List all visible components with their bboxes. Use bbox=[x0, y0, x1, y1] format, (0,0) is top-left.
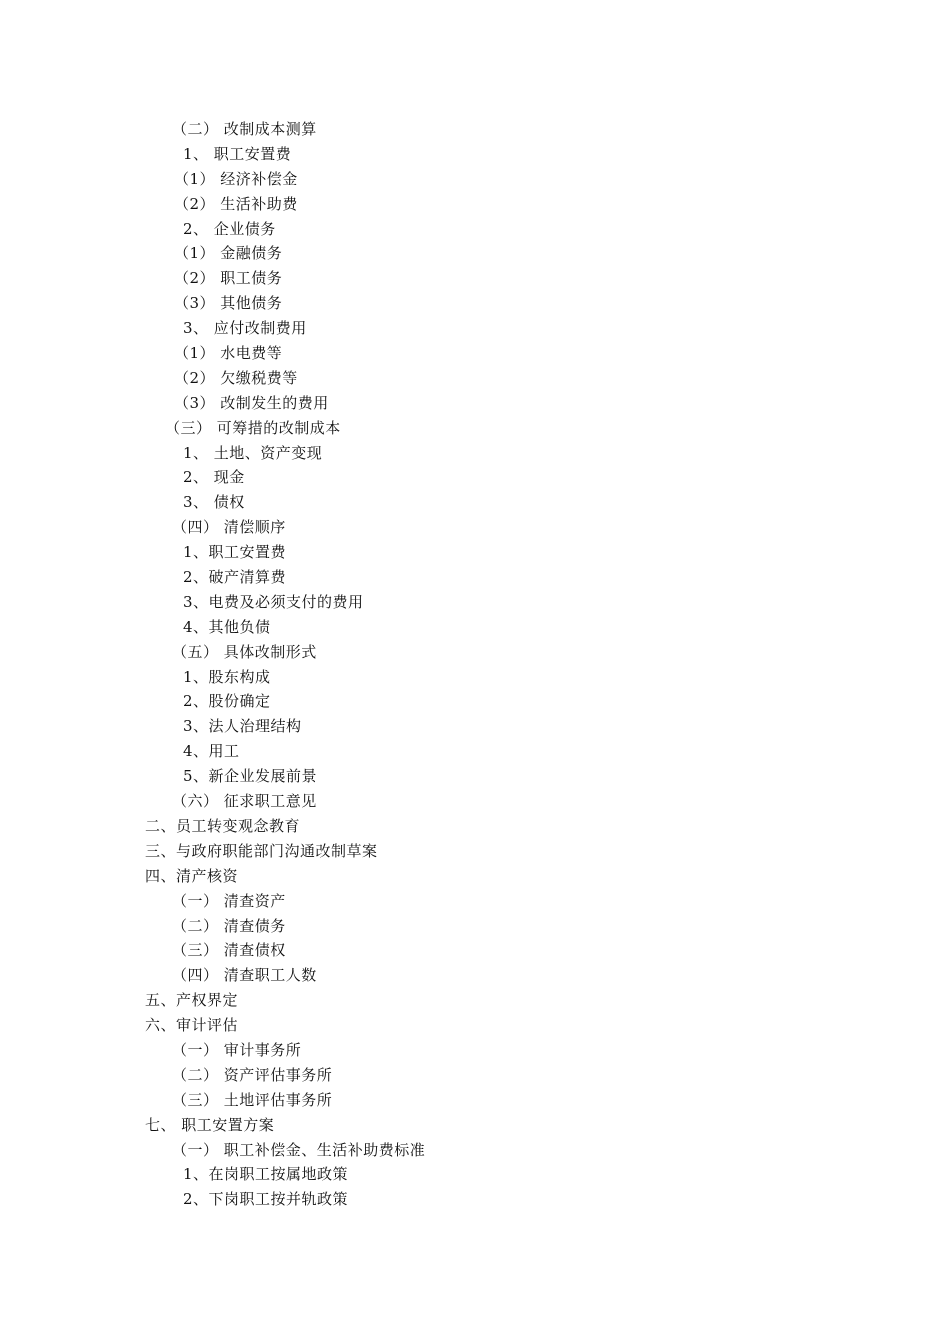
outline-line: （三） 清查债权 bbox=[172, 941, 286, 960]
outline-line: 1、 职工安置费 bbox=[183, 144, 292, 163]
outline-line: 5、新企业发展前景 bbox=[183, 767, 318, 786]
outline-line: （四） 清偿顺序 bbox=[172, 518, 286, 537]
outline-line: （四） 清查职工人数 bbox=[172, 966, 317, 985]
outline-line: 七、 职工安置方案 bbox=[145, 1115, 275, 1134]
outline-line: （2） 生活补助费 bbox=[174, 194, 298, 213]
outline-line: （2） 职工债务 bbox=[174, 269, 283, 288]
outline-line: 1、在岗职工按属地政策 bbox=[183, 1165, 349, 1184]
outline-line: （二） 改制成本测算 bbox=[172, 120, 317, 138]
outline-line: （二） 资产评估事务所 bbox=[172, 1065, 333, 1084]
outline-line: 1、职工安置费 bbox=[183, 543, 287, 562]
outline-line: （六） 征求职工意见 bbox=[172, 792, 317, 811]
outline-line: 3、 应付改制费用 bbox=[183, 319, 307, 338]
outline-line: （五） 具体改制形式 bbox=[172, 642, 317, 661]
outline-line: 四、清产核资 bbox=[145, 866, 239, 885]
outline-line: （三） 土地评估事务所 bbox=[172, 1090, 333, 1109]
outline-line: 1、股东构成 bbox=[183, 667, 271, 686]
outline-line: 三、与政府职能部门沟通改制草案 bbox=[145, 841, 378, 860]
outline-line: 2、股份确定 bbox=[183, 692, 271, 711]
outline-line: 2、破产清算费 bbox=[183, 568, 287, 587]
outline-line: 2、 现金 bbox=[183, 468, 245, 487]
outline-line: （3） 其他债务 bbox=[174, 294, 283, 313]
outline-line: 3、法人治理结构 bbox=[183, 717, 302, 736]
outline-line: （3） 改制发生的费用 bbox=[174, 393, 329, 412]
outline-line: （二） 清查债务 bbox=[172, 916, 286, 935]
outline-line: （一） 审计事务所 bbox=[172, 1040, 302, 1059]
outline-line: 五、产权界定 bbox=[145, 991, 239, 1010]
outline-line: 3、 债权 bbox=[183, 493, 245, 512]
outline-line: 六、审计评估 bbox=[145, 1016, 239, 1035]
outline-line: （1） 水电费等 bbox=[174, 344, 283, 363]
outline-line: 4、其他负债 bbox=[183, 617, 271, 636]
outline-line: （2） 欠缴税费等 bbox=[174, 368, 298, 387]
outline-list bbox=[0, 117, 950, 1212]
outline-line: （1） 金融债务 bbox=[174, 244, 283, 263]
outline-line: 1、 土地、资产变现 bbox=[183, 443, 323, 462]
outline-line: （一） 职工补偿金、生活补助费标准 bbox=[172, 1140, 426, 1159]
outline-line: 4、用工 bbox=[183, 742, 240, 761]
outline-line: （三） 可筹措的改制成本 bbox=[165, 418, 341, 437]
outline-line: 二、员工转变观念教育 bbox=[145, 816, 301, 835]
outline-line: 2、 企业债务 bbox=[183, 219, 276, 238]
outline-line: 3、电费及必须支付的费用 bbox=[183, 592, 364, 611]
outline-line: （1） 经济补偿金 bbox=[174, 169, 298, 188]
outline-line: 2、下岗职工按并轨政策 bbox=[183, 1190, 349, 1209]
outline-line: （一） 清查资产 bbox=[172, 891, 286, 910]
